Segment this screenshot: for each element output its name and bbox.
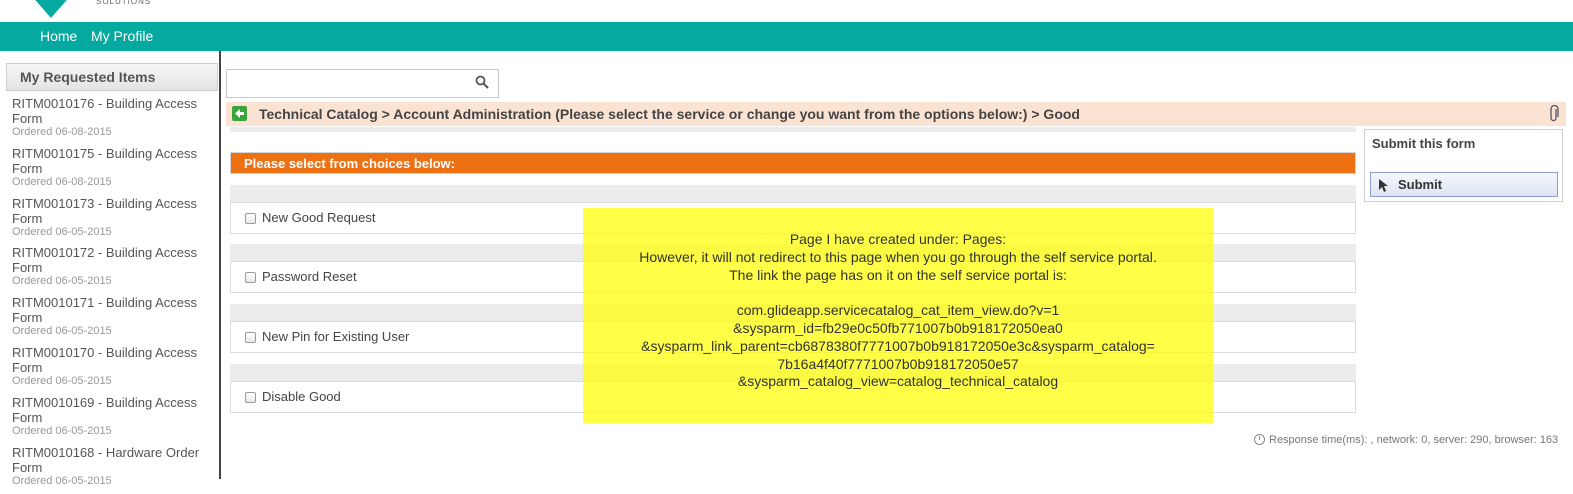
note-line: com.glideapp.servicecatalog_cat_item_view.do?v=1: [736, 302, 1060, 319]
requested-item[interactable]: [12, 146, 212, 196]
divider: [230, 127, 1356, 132]
requested-item-date: Ordered 06-05-2015: [12, 225, 112, 238]
requested-item[interactable]: [12, 345, 212, 395]
requested-item-date: Ordered 06-05-2015: [12, 424, 112, 437]
breadcrumb: [226, 102, 1566, 126]
note-line: [583, 284, 1213, 302]
requested-item-date: Ordered 06-08-2015: [12, 175, 112, 188]
logo-text: SOLUTIONS: [96, 0, 152, 6]
submit-panel: [1364, 129, 1563, 202]
brand-bar: [0, 0, 1573, 22]
back-arrow-icon[interactable]: [232, 106, 247, 121]
requested-item-title[interactable]: RITM0010172 - Building Access Form: [12, 245, 197, 276]
choice-label[interactable]: New Good Request: [262, 210, 376, 225]
requested-item-date: Ordered 06-08-2015: [12, 126, 112, 138]
choice-checkbox[interactable]: [245, 272, 256, 283]
requested-item-title[interactable]: RITM0010170 - Building Access Form: [12, 344, 197, 375]
note-line: Page I have created under: Pages:: [789, 231, 1007, 247]
submit-button-label: Submit: [1398, 177, 1443, 192]
requested-item-date: Ordered 06-05-2015: [12, 374, 112, 387]
nav-home-link[interactable]: Home: [40, 28, 78, 44]
requested-item-date: Ordered 06-05-2015: [12, 275, 112, 288]
requested-item-title[interactable]: RITM0010169 - Building Access Form: [12, 394, 197, 425]
requested-item-date: Ordered 06-05-2015: [12, 474, 112, 487]
requested-item-title[interactable]: RITM0010175 - Building Access Form: [12, 145, 197, 176]
choice-label[interactable]: New Pin for Existing User: [262, 329, 410, 344]
company-logo-icon[interactable]: [16, 0, 86, 18]
requested-item[interactable]: [12, 196, 212, 246]
sidebar-title: My Requested Items: [6, 63, 218, 91]
note-line: The link the page has on it on the self service portal is:: [729, 266, 1067, 283]
cursor-icon: [1379, 179, 1389, 192]
choice-checkbox[interactable]: [245, 392, 256, 403]
requested-item[interactable]: [12, 96, 212, 146]
submit-button[interactable]: [1370, 172, 1558, 197]
requested-items-sidebar: [0, 51, 221, 487]
search-input[interactable]: [226, 69, 499, 98]
note-line: However, it will not redirect to this page when you go through the self service portal.: [639, 248, 1157, 265]
submit-panel-title: Submit this form: [1372, 136, 1476, 151]
row-stripe: [230, 185, 1356, 202]
note-line: &sysparm_id=fb29e0c50fb771007b0b918172050ea0: [733, 319, 1063, 336]
requested-item[interactable]: [12, 445, 212, 494]
requested-item-title[interactable]: RITM0010173 - Building Access Form: [12, 195, 197, 226]
choice-label[interactable]: Password Reset: [262, 269, 357, 284]
requested-item-title[interactable]: RITM0010176 - Building Access Form: [12, 96, 197, 126]
search-icon[interactable]: [475, 75, 489, 89]
choice-checkbox[interactable]: [245, 332, 256, 343]
clock-icon: [1254, 434, 1265, 445]
paperclip-icon[interactable]: [1548, 105, 1560, 123]
response-time-text: Response time(ms): , network: 0, server: 290, browser: 163: [1269, 434, 1559, 446]
requested-item-title[interactable]: RITM0010171 - Building Access Form: [12, 295, 197, 326]
requested-item-title[interactable]: RITM0010168 - Hardware Order Form: [12, 444, 200, 475]
requested-item[interactable]: [12, 245, 212, 295]
note-line: 7b16a4f40f7771007b0b918172050e57: [777, 355, 1019, 372]
annotation-note: [583, 208, 1213, 423]
requested-item[interactable]: [12, 295, 212, 345]
choice-label[interactable]: Disable Good: [262, 389, 341, 404]
top-navbar: [0, 22, 1573, 51]
requested-item[interactable]: [12, 395, 212, 445]
note-line: &sysparm_link_parent=cb6878380f7771007b0b918172050e3c&sysparm_catalog=: [641, 337, 1155, 354]
nav-my-profile-link[interactable]: My Profile: [91, 28, 154, 44]
requested-items-list: [12, 96, 212, 494]
note-line: &sysparm_catalog_view=catalog_technical_catalog: [737, 373, 1059, 390]
response-time-footer: [1254, 434, 1558, 446]
choices-header: Please select from choices below:: [230, 152, 1356, 174]
requested-item-date: Ordered 06-05-2015: [12, 325, 112, 338]
breadcrumb-text: Technical Catalog > Account Administration (Please select the service or change you want from the options below:) > Good: [259, 106, 1080, 122]
choice-checkbox[interactable]: [245, 213, 256, 224]
